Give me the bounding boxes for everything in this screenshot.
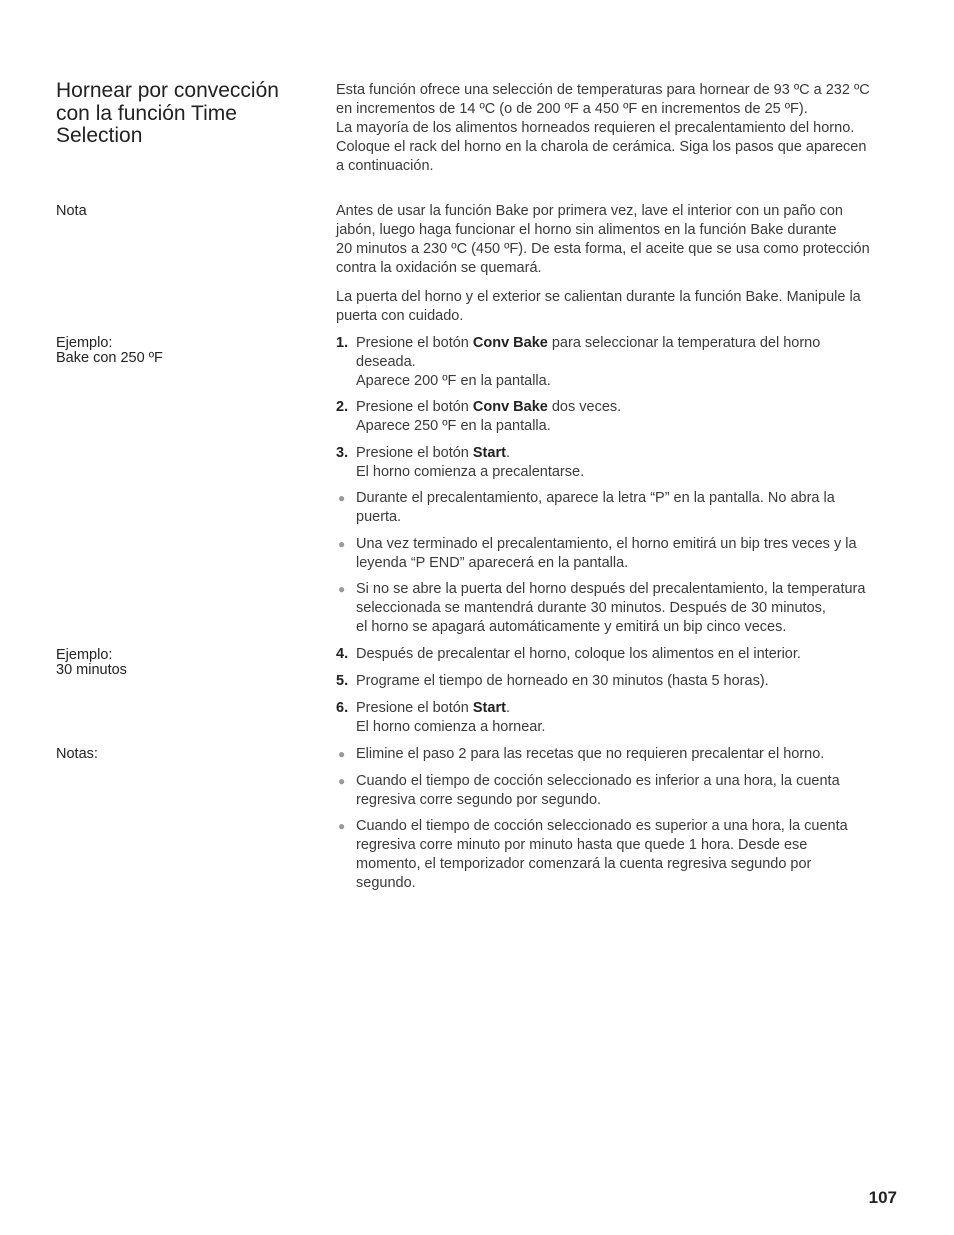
bullet-line: segundo.: [356, 875, 416, 891]
step-3: [336, 444, 896, 482]
intro-line: Esta función ofrece una selección de temperaturas para hornear de 93 ºC a 232 ºC: [336, 82, 870, 98]
intro-line: La mayoría de los alimentos horneados requieren el precalentamiento del horno.: [336, 120, 855, 136]
step-text: .: [505, 445, 510, 461]
step-number: 3.: [336, 445, 349, 461]
step-line: [356, 334, 896, 353]
bullet-line: leyenda “P END” aparecerá en la pantalla.: [356, 555, 629, 571]
step-text: Presione el botón: [356, 445, 473, 461]
button-name: Conv Bake: [472, 335, 548, 351]
button-name: Start: [472, 445, 506, 461]
nota-line: contra la oxidación se quemará.: [336, 260, 542, 276]
step-line: deseada.: [356, 354, 416, 370]
bullet-line: el horno se apagará automáticamente y emitirá un bip cinco veces.: [356, 619, 787, 635]
side-label-notas: Notas:: [56, 746, 98, 762]
side-label-ejemplo-bake: [56, 336, 163, 365]
step-line: Después de precalentar el horno, coloque los alimentos en el interior.: [356, 646, 801, 662]
side-label-line: Bake con 250 ºF: [56, 349, 163, 366]
page-title: [56, 80, 316, 148]
step-number: 6.: [336, 700, 349, 716]
step-line: El horno comienza a precalentarse.: [356, 464, 585, 480]
bullet-item: [336, 817, 896, 893]
step-line: Aparece 200 ºF en la pantalla.: [356, 373, 551, 389]
nota-line: Antes de usar la función Bake por primera vez, lave el interior con un paño con: [336, 203, 843, 219]
step-4: [336, 645, 896, 664]
bullet-icon: ●: [338, 774, 346, 788]
bullet-icon: ●: [338, 582, 346, 596]
side-label-line: 30 minutos: [56, 661, 127, 678]
title-line: Selection: [56, 124, 143, 147]
step-text: dos veces.: [547, 399, 622, 415]
side-label-line: Ejemplo:: [56, 647, 113, 663]
step-text: para seleccionar la temperatura del horno: [547, 335, 821, 351]
bullet-line: seleccionada se mantendrá durante 30 minutos. Después de 30 minutos,: [356, 600, 826, 616]
bullet-line: momento, el temporizador comenzará la cuenta regresiva segundo por: [356, 856, 812, 872]
step-text: Presione el botón: [356, 335, 473, 351]
bullet-item: [336, 489, 896, 527]
bullet-line: Cuando el tiempo de cocción seleccionado es inferior a una hora, la cuenta: [356, 773, 840, 789]
button-name: Start: [472, 700, 506, 716]
title-line: Hornear por convección: [56, 79, 279, 102]
step-1: [336, 334, 896, 391]
bullet-line: puerta.: [356, 509, 402, 525]
bullet-line: Si no se abre la puerta del horno después del precalentamiento, la temperatura: [356, 581, 866, 597]
bullet-line: regresiva corre segundo por segundo.: [356, 792, 602, 808]
step-2: [336, 398, 896, 436]
step-line: Programe el tiempo de horneado en 30 minutos (hasta 5 horas).: [356, 673, 769, 689]
step-5: [336, 672, 896, 691]
title-line: con la función Time: [56, 101, 237, 125]
side-label-ejemplo-minutos: [56, 648, 127, 677]
nota-line: La puerta del horno y el exterior se calientan durante la función Bake. Manipule la: [336, 289, 861, 305]
nota-paragraph-door: [336, 288, 896, 326]
step-line: El horno comienza a hornear.: [356, 719, 546, 735]
bullet-line: Elimine el paso 2 para las recetas que no requieren precalentar el horno.: [356, 746, 825, 762]
intro-line: Coloque el rack del horno en la charola de cerámica. Siga los pasos que aparecen: [336, 139, 867, 155]
bullet-line: Una vez terminado el precalentamiento, el horno emitirá un bip tres veces y la: [356, 536, 857, 552]
step-line: Aparece 250 ºF en la pantalla.: [356, 418, 551, 434]
page-number: 107: [868, 1188, 897, 1207]
button-name: Conv Bake: [472, 399, 548, 415]
bullet-item: [336, 745, 896, 764]
side-label-line: Ejemplo:: [56, 335, 113, 351]
bullet-icon: ●: [338, 491, 346, 505]
bullet-item: [336, 535, 896, 573]
bullet-icon: ●: [338, 819, 346, 833]
step-6: [336, 699, 896, 737]
bullet-line: Cuando el tiempo de cocción seleccionado es superior a una hora, la cuenta: [356, 818, 848, 834]
side-label-nota: Nota: [56, 203, 87, 219]
intro-line: a continuación.: [336, 158, 434, 174]
intro-paragraph: [336, 81, 896, 176]
nota-paragraph-cleaning: [336, 202, 896, 278]
nota-line: 20 minutos a 230 ºC (450 ºF). De esta forma, el aceite que se usa como protección: [336, 241, 870, 257]
bullet-item: [336, 580, 896, 637]
step-line: [356, 398, 896, 417]
step-line: [356, 699, 896, 718]
step-number: 5.: [336, 673, 349, 689]
bullet-item: [336, 772, 896, 810]
step-text: Presione el botón: [356, 399, 473, 415]
step-number: 4.: [336, 646, 349, 662]
bullet-line: Durante el precalentamiento, aparece la letra “P” en la pantalla. No abra la: [356, 490, 835, 506]
step-text: .: [505, 700, 510, 716]
bullet-line: regresiva corre minuto por minuto hasta que quede 1 hora. Desde ese: [356, 837, 808, 853]
step-number: 1.: [336, 335, 349, 351]
intro-line: en incrementos de 14 ºC (o de 200 ºF a 450 ºF en incrementos de 25 ºF).: [336, 101, 808, 117]
bullet-icon: ●: [338, 537, 346, 551]
nota-line: puerta con cuidado.: [336, 308, 464, 324]
nota-line: jabón, luego haga funcionar el horno sin alimentos en la función Bake durante: [336, 222, 837, 238]
step-number: 2.: [336, 399, 349, 415]
step-text: Presione el botón: [356, 700, 473, 716]
step-line: [356, 444, 896, 463]
bullet-icon: ●: [338, 747, 346, 761]
